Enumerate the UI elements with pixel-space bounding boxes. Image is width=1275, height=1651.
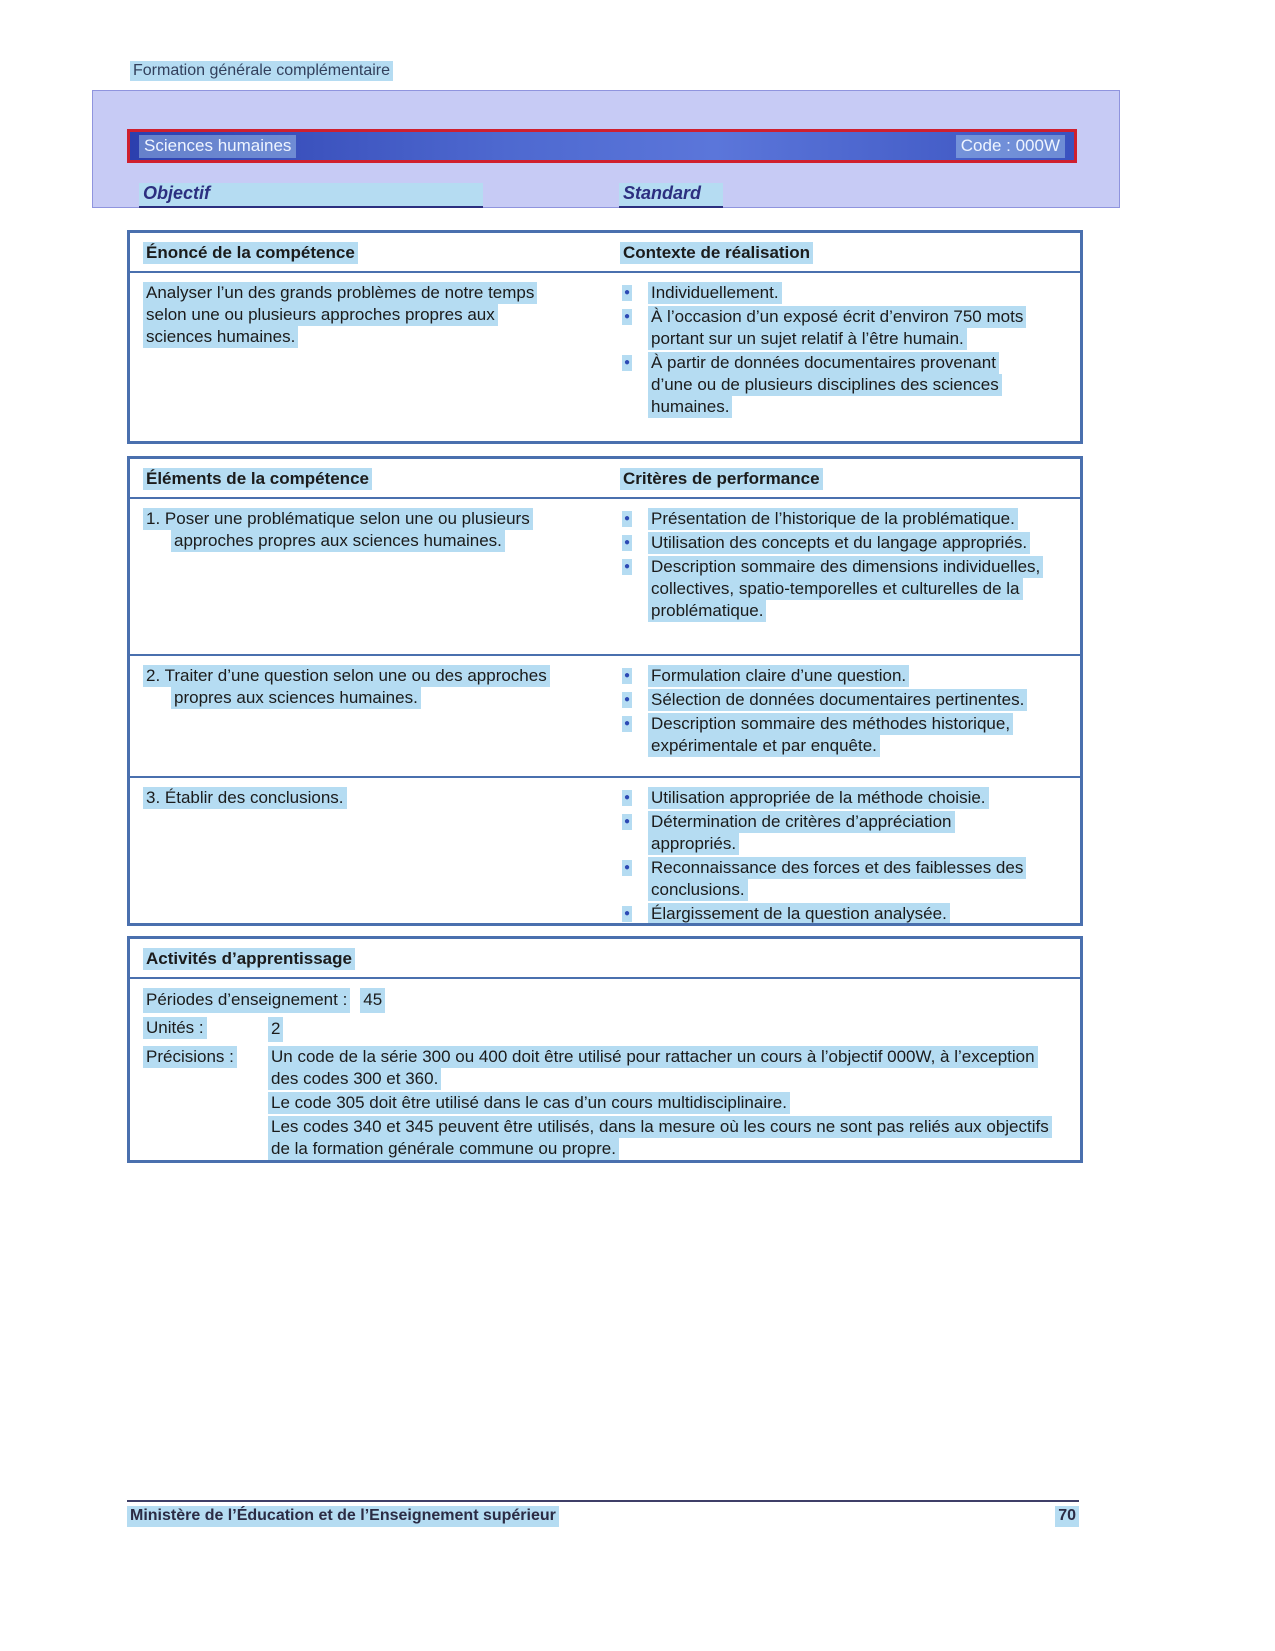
context-item-text: À l’occasion d’un exposé écrit d’environ 750 mots portant sur un sujet relatif à l’être humain. — [648, 306, 1026, 350]
periods-label: Périodes d’enseignement : — [143, 988, 350, 1013]
context-item-text: Individuellement. — [648, 282, 782, 304]
element-statement — [143, 787, 562, 809]
context-cell — [618, 282, 1080, 426]
activities-table — [127, 936, 1083, 1163]
list-item — [618, 532, 1068, 554]
units-value: 2 — [268, 1017, 283, 1042]
title-bar — [127, 129, 1077, 163]
list-item — [618, 787, 1068, 809]
list-item — [618, 811, 1068, 855]
elements-header-left-text: Éléments de la compétence — [143, 468, 372, 490]
elements-table — [127, 456, 1083, 926]
list-item — [618, 306, 1068, 350]
precision-line — [268, 1046, 1063, 1090]
competence-statement-cell — [130, 282, 618, 426]
elements-header-right-text: Critères de performance — [620, 468, 823, 490]
precision-line-text: Les codes 340 et 345 peuvent être utilisés, dans la mesure où les cours ne sont pas reliés aux objectifs de la formation générale commune ou propre. — [268, 1116, 1052, 1160]
competence-header-left-text: Énoncé de la compétence — [143, 242, 358, 264]
precisions-text — [268, 1046, 1063, 1162]
precisions-row — [143, 1046, 1066, 1162]
competence-header-right-text: Contexte de réalisation — [620, 242, 813, 264]
competence-header-left — [130, 242, 618, 264]
activities-title: Activités d’apprentissage — [143, 948, 355, 970]
element-cell — [130, 787, 618, 926]
competence-statement-text: Analyser l’un des grands problèmes de notre temps selon une ou plusieurs approches propres aux sciences humaines. — [143, 282, 537, 348]
periods-row — [143, 988, 1066, 1013]
page-footer — [127, 1500, 1079, 1527]
criteria-list — [618, 787, 1068, 925]
breadcrumb — [130, 62, 393, 80]
criteria-item-text: Utilisation des concepts et du langage appropriés. — [648, 532, 1030, 554]
element-statement — [143, 665, 562, 709]
precision-line-text: Un code de la série 300 ou 400 doit être utilisé pour rattacher un cours à l’objectif 000W, à l’exception des codes 300 et 360. — [268, 1046, 1038, 1090]
breadcrumb-text: Formation générale complémentaire — [130, 61, 393, 81]
objectif-heading: Objectif — [139, 183, 483, 208]
criteria-item-text: Présentation de l’historique de la problématique. — [648, 508, 1018, 530]
banner-panel — [92, 90, 1120, 208]
competence-table — [127, 230, 1083, 444]
list-item — [618, 903, 1068, 925]
element-statement — [143, 508, 562, 552]
context-item-text: À partir de données documentaires provenant d’une ou de plusieurs disciplines des sciences humaines. — [648, 352, 1002, 418]
table-row — [130, 499, 1080, 654]
precisions-label: Précisions : — [143, 1046, 237, 1068]
course-code: Code : 000W — [956, 135, 1065, 158]
criteria-item-text: Description sommaire des méthodes historique, expérimentale et par enquête. — [648, 713, 1013, 757]
list-item — [618, 857, 1068, 901]
criteria-cell — [618, 665, 1080, 776]
context-list — [618, 282, 1068, 418]
table-row — [130, 654, 1080, 776]
units-row — [143, 1017, 1066, 1042]
elements-header-left — [130, 468, 618, 490]
element-cell — [130, 665, 618, 776]
units-label-cell — [143, 1017, 268, 1039]
competence-header-right — [618, 242, 1080, 264]
list-item — [618, 352, 1068, 418]
activities-header — [130, 939, 1080, 979]
list-item — [618, 689, 1068, 711]
criteria-cell — [618, 787, 1080, 926]
element-cell — [130, 508, 618, 654]
element-statement-text: 2. Traiter d’une question selon une ou des approches propres aux sciences humaines. — [143, 665, 550, 709]
list-item — [618, 282, 1068, 304]
list-item — [618, 556, 1068, 622]
criteria-item-text: Détermination de critères d’appréciation appropriés. — [648, 811, 955, 855]
element-statement-text: 1. Poser une problématique selon une ou plusieurs approches propres aux sciences humaines. — [143, 508, 533, 552]
footer-ministry-text: Ministère de l’Éducation et de l’Enseignement supérieur — [127, 1506, 559, 1527]
element-statement-text: 3. Établir des conclusions. — [143, 787, 347, 809]
competence-table-header — [130, 233, 1080, 273]
criteria-item-text: Formulation claire d’une question. — [648, 665, 909, 687]
criteria-list — [618, 508, 1068, 622]
criteria-list — [618, 665, 1068, 757]
precision-line-text: Le code 305 doit être utilisé dans le cas d’un cours multidisciplinaire. — [268, 1092, 790, 1114]
precision-line — [268, 1116, 1063, 1160]
elements-header-right — [618, 468, 1080, 490]
standard-heading: Standard — [619, 183, 723, 208]
page-number: 70 — [1055, 1506, 1079, 1527]
list-item — [618, 508, 1068, 530]
competence-statement — [143, 282, 562, 348]
course-title: Sciences humaines — [139, 135, 296, 158]
criteria-cell — [618, 508, 1080, 654]
list-item — [618, 713, 1068, 757]
precision-line — [268, 1092, 1063, 1114]
periods-value: 45 — [360, 988, 385, 1013]
criteria-item-text: Description sommaire des dimensions individuelles, collectives, spatio-temporelles et culturelles de la problématique. — [648, 556, 1043, 622]
criteria-item-text: Sélection de données documentaires pertinentes. — [648, 689, 1027, 711]
criteria-item-text: Reconnaissance des forces et des faiblesses des conclusions. — [648, 857, 1026, 901]
competence-table-row — [130, 273, 1080, 426]
units-label: Unités : — [143, 1017, 207, 1039]
table-row — [130, 776, 1080, 926]
activities-body — [130, 979, 1080, 1163]
criteria-item-text: Utilisation appropriée de la méthode choisie. — [648, 787, 989, 809]
precisions-label-cell — [143, 1046, 268, 1068]
elements-table-header — [130, 459, 1080, 499]
criteria-item-text: Élargissement de la question analysée. — [648, 903, 950, 925]
list-item — [618, 665, 1068, 687]
